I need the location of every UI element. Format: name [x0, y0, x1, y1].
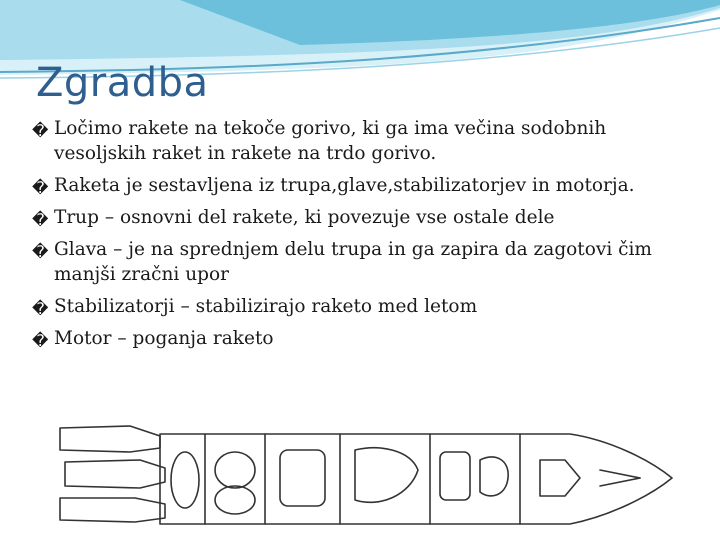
bullet-marker-icon: �: [32, 121, 49, 140]
rocket-cross-section-illustration: [40, 400, 680, 540]
bullet-marker-icon: �: [32, 242, 49, 261]
bullet-item: [32, 116, 692, 166]
bullet-list: [32, 116, 692, 358]
bullet-item: [32, 205, 692, 230]
slide-title: Zgradba: [36, 60, 209, 106]
bullet-marker-icon: �: [32, 178, 49, 197]
bullet-text: Ločimo rakete na tekoče gorivo, ki ga ima večina sodobnih vesoljskih raket in rakete na trdo gorivo.: [54, 118, 607, 164]
bullet-item: [32, 294, 692, 319]
bullet-text: Motor – poganja raketo: [54, 328, 274, 349]
bullet-text: Stabilizatorji – stabilizirajo raketo med letom: [54, 296, 478, 317]
bullet-item: [32, 237, 692, 287]
bullet-marker-icon: �: [32, 299, 49, 318]
bullet-text: Glava – je na sprednjem delu trupa in ga zapira da zagotovi čim manjši zračni upor: [54, 239, 652, 285]
bullet-item: [32, 173, 692, 198]
bullet-item: [32, 326, 692, 351]
bullet-marker-icon: �: [32, 331, 49, 350]
bullet-marker-icon: �: [32, 210, 49, 229]
bullet-text: Trup – osnovni del rakete, ki povezuje vse ostale dele: [54, 207, 555, 228]
bullet-text: Raketa je sestavljena iz trupa,glave,stabilizatorjev in motorja.: [54, 175, 635, 196]
